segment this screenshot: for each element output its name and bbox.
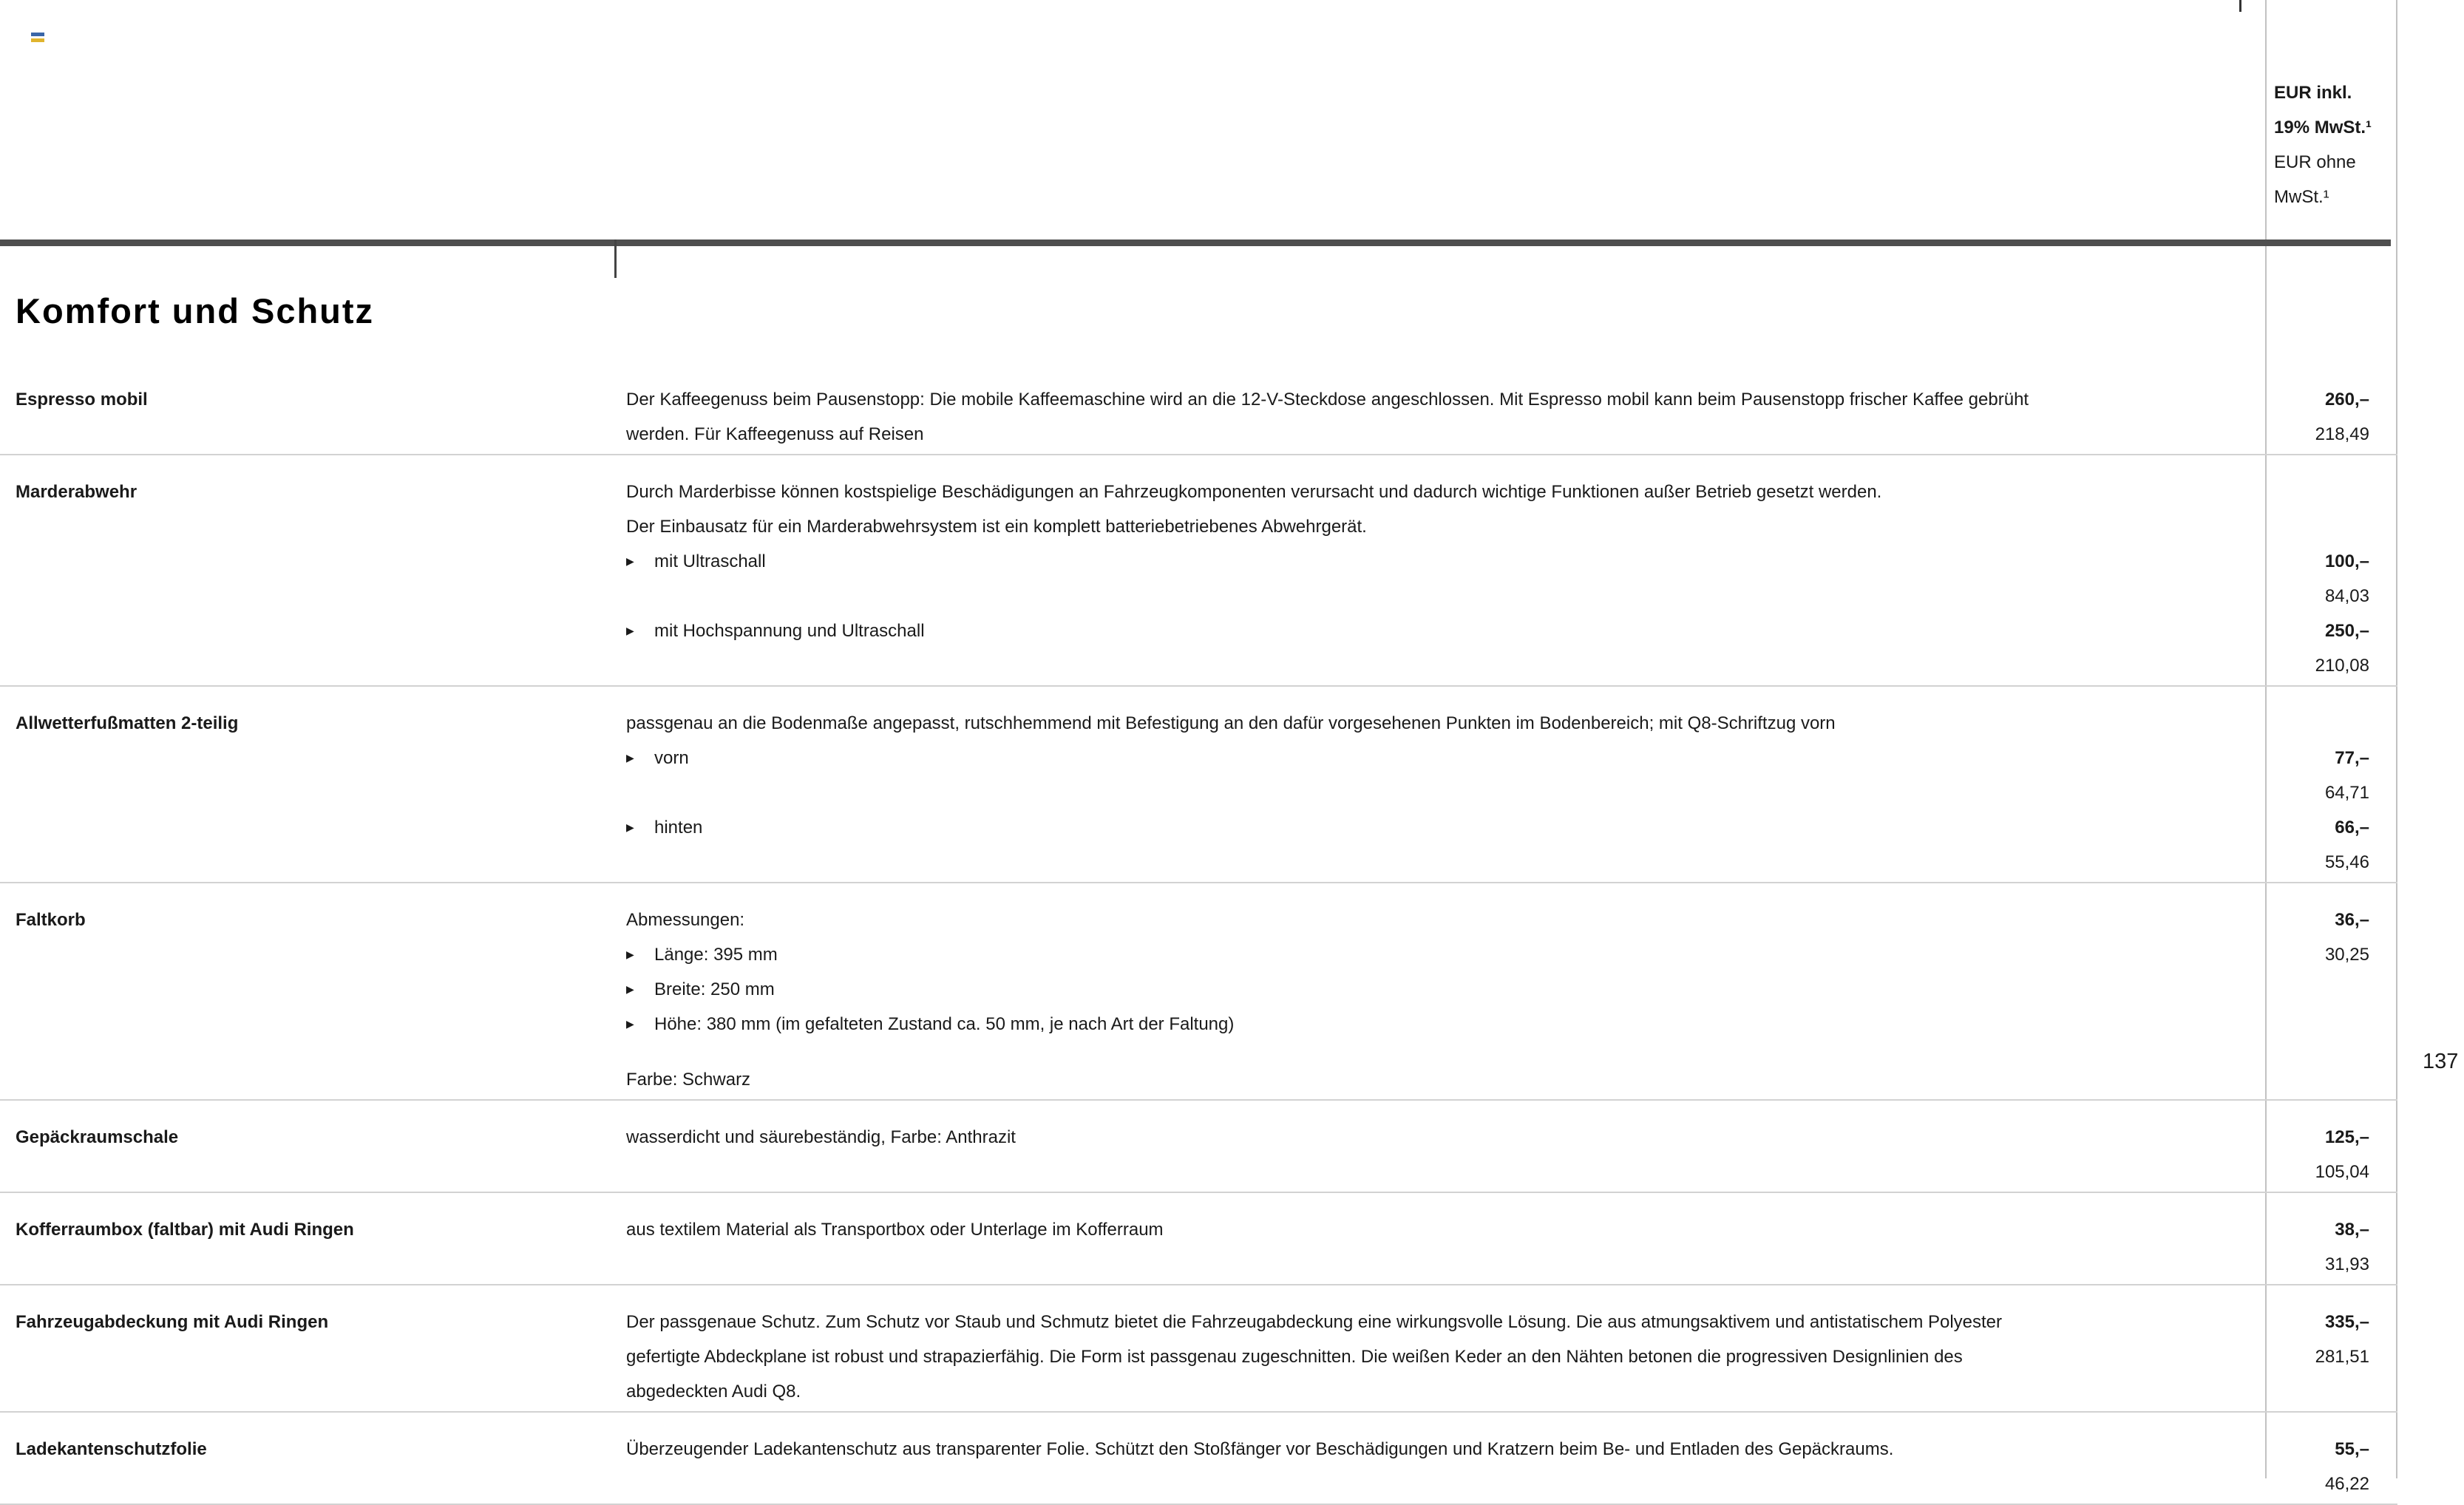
price-incl: 260,–: [2324, 390, 2369, 410]
price-excl: 105,04: [2315, 1162, 2369, 1182]
table-row: [0, 1101, 2397, 1193]
table-row: [0, 883, 2397, 1101]
option-label: hinten: [654, 818, 703, 838]
option-label: mit Ultraschall: [654, 551, 766, 571]
bullet-arrow-icon: ▶: [626, 1018, 634, 1030]
product-name: Ladekantenschutzfolie: [16, 1439, 207, 1459]
section-title: Komfort und Schutz: [16, 291, 375, 330]
price-excl: 84,03: [2324, 586, 2369, 606]
table-row: [0, 1413, 2397, 1505]
product-description: Der passgenaue Schutz. Zum Schutz vor Staub und Schmutz bietet die Fahrzeugabdeckung eine wirkungsvolle Lösung. Die aus atmungsaktivem und antistatischem Polyester gefertigte Abdeckplane ist robust und strapazierfähig. Die Form ist passgenau zugeschnitten. Die weißen Keder an den Nähten betonen die progressiven Designlinien des abgedeckten Audi Q8.: [626, 1312, 2003, 1402]
product-description: Farbe: Schwarz: [626, 1070, 751, 1090]
table-row: [0, 332, 2397, 455]
price-cell: [2265, 382, 2396, 452]
product-description: passgenau an die Bodenmaße angepasst, rutschhemmend mit Befestigung an den dafür vorgesehenen Punkten im Bodenbereich; mit Q8-Schriftzug vorn: [626, 713, 1836, 733]
price-cell: [2265, 1305, 2396, 1409]
price-cell: [2265, 1120, 2396, 1189]
product-description-cell: [626, 903, 2265, 1097]
product-description-cell: [626, 1432, 2265, 1501]
price-excl: 218,49: [2315, 424, 2369, 444]
product-name: Gepäckraumschale: [16, 1127, 179, 1147]
option-label: vorn: [654, 748, 689, 768]
product-description-cell: [626, 1120, 2265, 1189]
logo-icon: [31, 33, 44, 42]
product-description-cell: [626, 382, 2265, 452]
price-incl: 100,–: [2324, 551, 2369, 571]
price-incl: 55,–: [2335, 1439, 2369, 1459]
page-number: 137: [2423, 1050, 2459, 1073]
price-excl: 30,25: [2324, 945, 2369, 965]
price-header-line: 19% MwSt.¹: [2274, 118, 2372, 137]
option-item: [626, 544, 2051, 579]
product-description: Der Einbausatz für ein Marderabwehrsystem ist ein komplett batteriebetriebenes Abwehrgerät.: [626, 517, 1367, 537]
price-header-line: EUR inkl.: [2274, 83, 2352, 103]
price-table: [0, 332, 2397, 1505]
price-incl: 38,–: [2335, 1220, 2369, 1240]
price-header-line: EUR ohne: [2274, 152, 2356, 172]
price-cell: [2265, 475, 2396, 683]
spec-item: [626, 972, 2051, 1007]
product-description: wasserdicht und säurebeständig, Farbe: Anthrazit: [626, 1127, 1016, 1147]
logo-stripe-top: [31, 33, 44, 36]
price-excl: 31,93: [2324, 1254, 2369, 1274]
price-excl: 210,08: [2315, 656, 2369, 676]
price-cell: [2265, 903, 2396, 1097]
product-description: aus textilem Material als Transportbox oder Unterlage im Kofferraum: [626, 1220, 1164, 1240]
product-description: Überzeugender Ladekantenschutz aus transparenter Folie. Schützt den Stoßfänger vor Beschädigungen und Kratzern beim Be- und Entladen des Gepäckraums.: [626, 1439, 1894, 1459]
option-label: mit Hochspannung und Ultraschall: [654, 621, 925, 641]
spec-item: [626, 937, 2051, 972]
price-excl: 64,71: [2324, 783, 2369, 803]
product-description-cell: [626, 706, 2265, 880]
price-column-header: [2274, 75, 2372, 214]
price-cell: [2265, 1212, 2396, 1282]
spec-item: [626, 1007, 2051, 1042]
logo-stripe-bottom: [31, 38, 44, 42]
product-name: Allwetterfußmatten 2-teilig: [16, 713, 239, 733]
product-description-cell: [626, 475, 2265, 683]
price-incl: 335,–: [2324, 1312, 2369, 1332]
product-description: Durch Marderbisse können kostspielige Beschädigungen an Fahrzeugkomponenten verursacht und dadurch wichtige Funktionen außer Betrieb gesetzt werden.: [626, 482, 1882, 502]
product-description-cell: [626, 1305, 2265, 1409]
price-excl: 281,51: [2315, 1347, 2369, 1367]
option-item: [626, 810, 2051, 845]
price-cell: [2265, 706, 2396, 880]
price-incl: 36,–: [2335, 910, 2369, 930]
price-excl: 55,46: [2324, 852, 2369, 872]
price-excl: 46,22: [2324, 1474, 2369, 1494]
price-incl: 250,–: [2324, 621, 2369, 641]
table-row: [0, 455, 2397, 687]
bullet-arrow-icon: ▶: [626, 821, 634, 833]
option-item: [626, 741, 2051, 775]
product-description: Abmessungen:: [626, 910, 745, 930]
spec-label: Breite: 250 mm: [654, 979, 775, 999]
product-description: Der Kaffeegenuss beim Pausenstopp: Die mobile Kaffeemaschine wird an die 12-V-Steckdose angeschlossen. Mit Espresso mobil kann beim Pausenstopp frischer Kaffee gebrüht werden. Für Kaffeegenuss auf Reisen: [626, 390, 2029, 444]
spec-label: Länge: 395 mm: [654, 945, 778, 965]
bullet-arrow-icon: ▶: [626, 752, 634, 764]
bullet-arrow-icon: ▶: [626, 555, 634, 567]
section-divider-rule: [0, 239, 2391, 246]
crop-tick-mark: [2239, 0, 2241, 12]
main-content: [0, 246, 2397, 1505]
table-row: [0, 1285, 2397, 1413]
product-name: Fahrzeugabdeckung mit Audi Ringen: [16, 1312, 329, 1332]
bullet-arrow-icon: ▶: [626, 948, 634, 960]
product-name: Espresso mobil: [16, 390, 148, 410]
product-name: Marderabwehr: [16, 482, 138, 502]
price-cell: [2265, 1432, 2396, 1501]
product-name: Faltkorb: [16, 910, 86, 930]
spec-label: Höhe: 380 mm (im gefalteten Zustand ca. 50 mm, je nach Art der Faltung): [654, 1014, 1235, 1034]
table-row: [0, 687, 2397, 883]
table-row: [0, 1193, 2397, 1285]
price-incl: 66,–: [2335, 818, 2369, 838]
price-header-line: MwSt.¹: [2274, 187, 2329, 207]
price-incl: 77,–: [2335, 748, 2369, 768]
product-name: Kofferraumbox (faltbar) mit Audi Ringen: [16, 1220, 354, 1240]
bullet-arrow-icon: ▶: [626, 625, 634, 636]
price-incl: 125,–: [2324, 1127, 2369, 1147]
option-item: [626, 614, 2051, 648]
bullet-arrow-icon: ▶: [626, 983, 634, 995]
product-description-cell: [626, 1212, 2265, 1282]
